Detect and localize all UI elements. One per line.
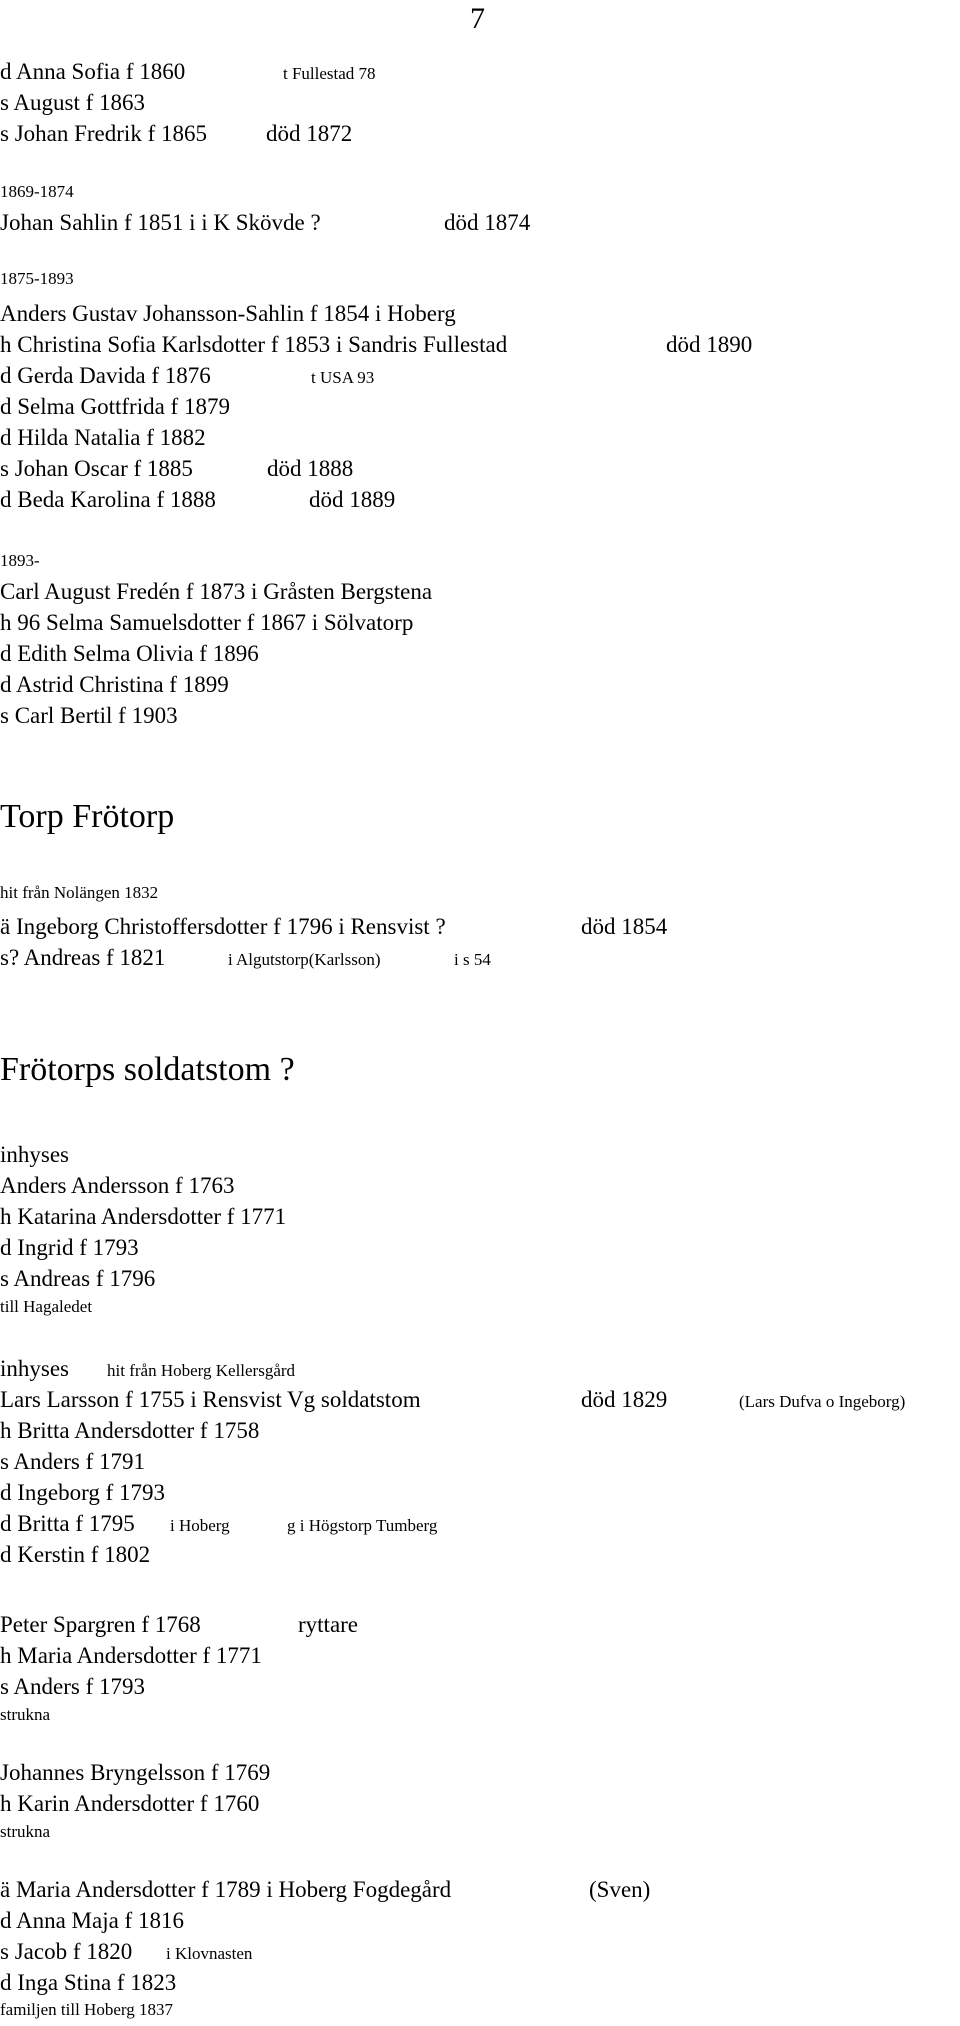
period-heading: 1893-: [0, 551, 40, 570]
text-line: s Anders f 1791: [0, 1449, 146, 1474]
text-note: död 1854: [581, 914, 668, 939]
text-note: g i Högstorp Tumberg: [287, 1516, 438, 1535]
text-line: h Katarina Andersdotter f 1771: [0, 1204, 287, 1229]
page-number: 7: [470, 2, 485, 35]
text-note: ryttare: [298, 1612, 359, 1637]
text-note: död 1829: [581, 1387, 668, 1412]
text-note: död 1872: [266, 121, 353, 146]
text-line: d Beda Karolina f 1888: [0, 487, 216, 512]
text-line: d Ingeborg f 1793: [0, 1480, 166, 1505]
text-note: familjen till Hoberg 1837: [0, 2000, 173, 2019]
text-note: död 1889: [309, 487, 396, 512]
period-heading: 1869-1874: [0, 182, 74, 201]
text-note: hit från Hoberg Kellersgård: [107, 1361, 296, 1380]
text-note: (Lars Dufva o Ingeborg): [739, 1392, 906, 1411]
text-line: Carl August Fredén f 1873 i Gråsten Bergstena: [0, 579, 433, 604]
text-note: t USA 93: [311, 368, 375, 387]
text-line: d Ingrid f 1793: [0, 1235, 139, 1260]
text-note: till Hagaledet: [0, 1297, 93, 1316]
text-line: s Anders f 1793: [0, 1674, 146, 1699]
text-line: s Johan Fredrik f 1865: [0, 121, 207, 146]
text-line: h Maria Andersdotter f 1771: [0, 1643, 262, 1668]
text-line: d Inga Stina f 1823: [0, 1970, 177, 1995]
section-title: Torp Frötorp: [0, 798, 175, 835]
text-line: d Edith Selma Olivia f 1896: [0, 641, 259, 666]
text-note: död 1890: [666, 332, 753, 357]
text-line: d Kerstin f 1802: [0, 1542, 151, 1567]
text-line: d Selma Gottfrida f 1879: [0, 394, 230, 419]
text-note: i Algutstorp(Karlsson): [228, 950, 381, 969]
text-line: d Hilda Natalia f 1882: [0, 425, 206, 450]
text-note: strukna: [0, 1822, 51, 1841]
text-line: s Johan Oscar f 1885: [0, 456, 193, 481]
text-line: s? Andreas f 1821: [0, 945, 166, 970]
text-line: Johannes Bryngelsson f 1769: [0, 1760, 271, 1785]
text-line: inhyses: [0, 1142, 69, 1167]
text-note: (Sven): [589, 1877, 651, 1902]
text-note: i s 54: [454, 950, 491, 969]
text-note: i Klovnasten: [166, 1944, 253, 1963]
text-line: inhyses: [0, 1356, 69, 1381]
text-line: Anders Andersson f 1763: [0, 1173, 235, 1198]
text-line: Peter Spargren f 1768: [0, 1612, 201, 1637]
text-line: d Gerda Davida f 1876: [0, 363, 211, 388]
text-line: h Britta Andersdotter f 1758: [0, 1418, 260, 1443]
text-line: h Karin Andersdotter f 1760: [0, 1791, 260, 1816]
text-line: d Astrid Christina f 1899: [0, 672, 229, 697]
text-note: i Hoberg: [170, 1516, 230, 1535]
text-line: Lars Larsson f 1755 i Rensvist Vg soldatstom: [0, 1387, 421, 1412]
text-line: d Anna Sofia f 1860: [0, 59, 186, 84]
text-line: h Christina Sofia Karlsdotter f 1853 i Sandris Fullestad: [0, 332, 508, 357]
text-note: strukna: [0, 1705, 51, 1724]
text-line: s August f 1863: [0, 90, 146, 115]
text-line: s Carl Bertil f 1903: [0, 703, 178, 728]
text-line: ä Ingeborg Christoffersdotter f 1796 i Rensvist ?: [0, 914, 446, 939]
text-line: s Andreas f 1796: [0, 1266, 156, 1291]
period-heading: 1875-1893: [0, 269, 74, 288]
text-line: Johan Sahlin f 1851 i i K Skövde ?: [0, 210, 321, 235]
section-title: Frötorps soldatstom ?: [0, 1051, 295, 1088]
text-note: död 1874: [444, 210, 531, 235]
text-line: ä Maria Andersdotter f 1789 i Hoberg Fogdegård: [0, 1877, 452, 1902]
text-note: t Fullestad 78: [283, 64, 376, 83]
text-line: d Britta f 1795: [0, 1511, 135, 1536]
text-note: död 1888: [267, 456, 354, 481]
text-line: Anders Gustav Johansson-Sahlin f 1854 i Hoberg: [0, 301, 456, 326]
text-line: d Anna Maja f 1816: [0, 1908, 184, 1933]
text-note: hit från Nolängen 1832: [0, 883, 159, 902]
text-line: h 96 Selma Samuelsdotter f 1867 i Sölvatorp: [0, 610, 414, 635]
text-line: s Jacob f 1820: [0, 1939, 133, 1964]
